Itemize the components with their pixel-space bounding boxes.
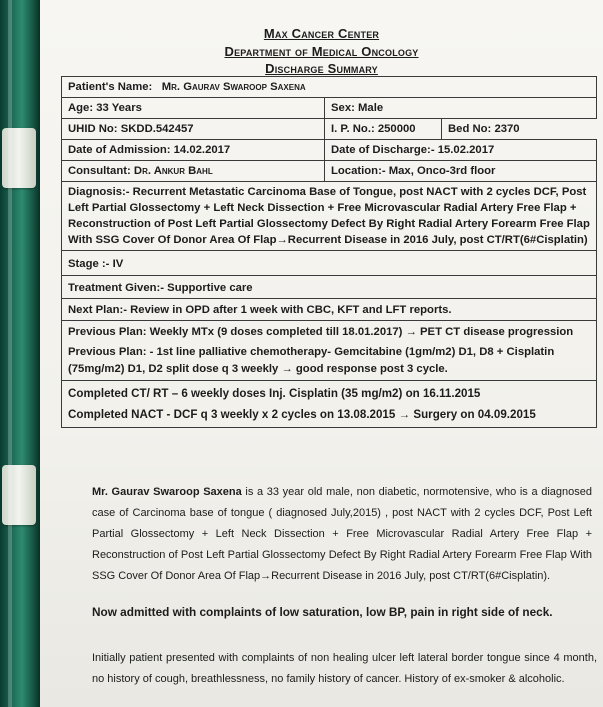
patient-info-table [61, 76, 597, 428]
ip-no: I. P. No.: 250000 [331, 123, 416, 135]
previous-plan-2: Previous Plan: - 1st line palliative chemotherapy- Gemcitabine (1gm/m2) D1, D8 + Cisplatin (75mg/m2) D1, D2 split dose q 3 weekly → good response post 3 cycle. [68, 346, 555, 375]
patient-summary-paragraph [92, 482, 592, 587]
patient-name-cell [62, 77, 597, 98]
discharge-date: Date of Discharge:- 15.02.2017 [325, 140, 597, 161]
previous-plan-cell [62, 321, 597, 381]
document-title: Discharge Summary [265, 61, 378, 76]
patient-name: Mr. Gaurav Swaroop Saxena [161, 81, 306, 93]
patient-name-label: Patient's Name: [68, 81, 153, 93]
consultant-cell [62, 161, 325, 182]
completed-ct: Completed CT/ RT – 6 weekly doses Inj. Cisplatin (35 mg/m2) on 16.11.2015 [68, 387, 481, 400]
document-page [40, 0, 603, 707]
admission-date: Date of Admission: 14.02.2017 [62, 140, 325, 161]
binder-clip-top [2, 128, 36, 188]
age-cell: Age: 33 Years [62, 98, 325, 119]
completed-nact: Completed NACT - DCF q 3 weekly x 2 cycles on 13.08.2015 → Surgery on 04.09.2015 [68, 408, 536, 421]
sex-cell: Sex: Male [325, 98, 597, 119]
previous-plan-1: Previous Plan: Weekly MTx (9 doses completed till 18.01.2017) → PET CT disease progression [68, 326, 574, 338]
treatment-cell: Treatment Given:- Supportive care [62, 276, 597, 299]
consultant-name: Dr. Ankur Bahl [133, 165, 213, 177]
consultant-label: Consultant: [68, 165, 131, 177]
department-name: Department of Medical Oncology [224, 44, 419, 59]
admission-complaints: Now admitted with complaints of low saturation, low BP, pain in right side of neck. [92, 605, 553, 619]
ip-bed-cell [325, 119, 597, 140]
binder-strip [0, 0, 40, 707]
uhid-cell: UHID No: SKDD.542457 [62, 119, 325, 140]
diagnosis-cell: Diagnosis:- Recurrent Metastatic Carcinoma Base of Tongue, post NACT with 2 cycles DCF, Post Left Partial Glossectomy + Left Neck Dissection + Free Microvascular Radial Artery Free Flap + Reconstruction of Post Left Partial Glossectomy Defect By Right Radial Artery Forearm Free Flap With SSG Cover Of Donor Area Of Flap→Recurrent Disease in 2016 July, post CT/RT(6#Cisplatin) [62, 182, 597, 251]
stage-cell: Stage :- IV [62, 251, 597, 276]
summary-text: is a 33 year old male, non diabetic, normotensive, who is a diagnosed case of Carcinoma base of tongue ( diagnosed July,2015) , post NACT with 2 cycles DCF, Post Left Partial Glossectomy + Left Neck Dissection + Free Microvascular Radial Artery Free Flap + Reconstruction of Post Left Partial Glossectomy Defect By Right Radial Artery Forearm Free Flap With SSG Cover Of Donor Area Of Flap→Recurrent Disease in 2016 July, post CT/RT(6#Cisplatin). [92, 486, 592, 582]
next-plan-cell: Next Plan:- Review in OPD after 1 week with CBC, KFT and LFT reports. [62, 299, 597, 321]
center-name: Max Cancer Center [263, 26, 380, 41]
location-cell: Location:- Max, Onco-3rd floor [325, 161, 597, 182]
binder-clip-bottom [2, 465, 36, 525]
bed-no: Bed No: 2370 [442, 119, 597, 139]
completed-cell [62, 381, 597, 428]
summary-patient-name: Mr. Gaurav Swaroop Saxena [92, 486, 242, 498]
initial-presentation: Initially patient presented with complaints of non healing ulcer left lateral border tongue since 4 month, no history of cough, breathlessness, no family history of cancer. History of ex-smoker & alcoholic. [92, 652, 597, 685]
